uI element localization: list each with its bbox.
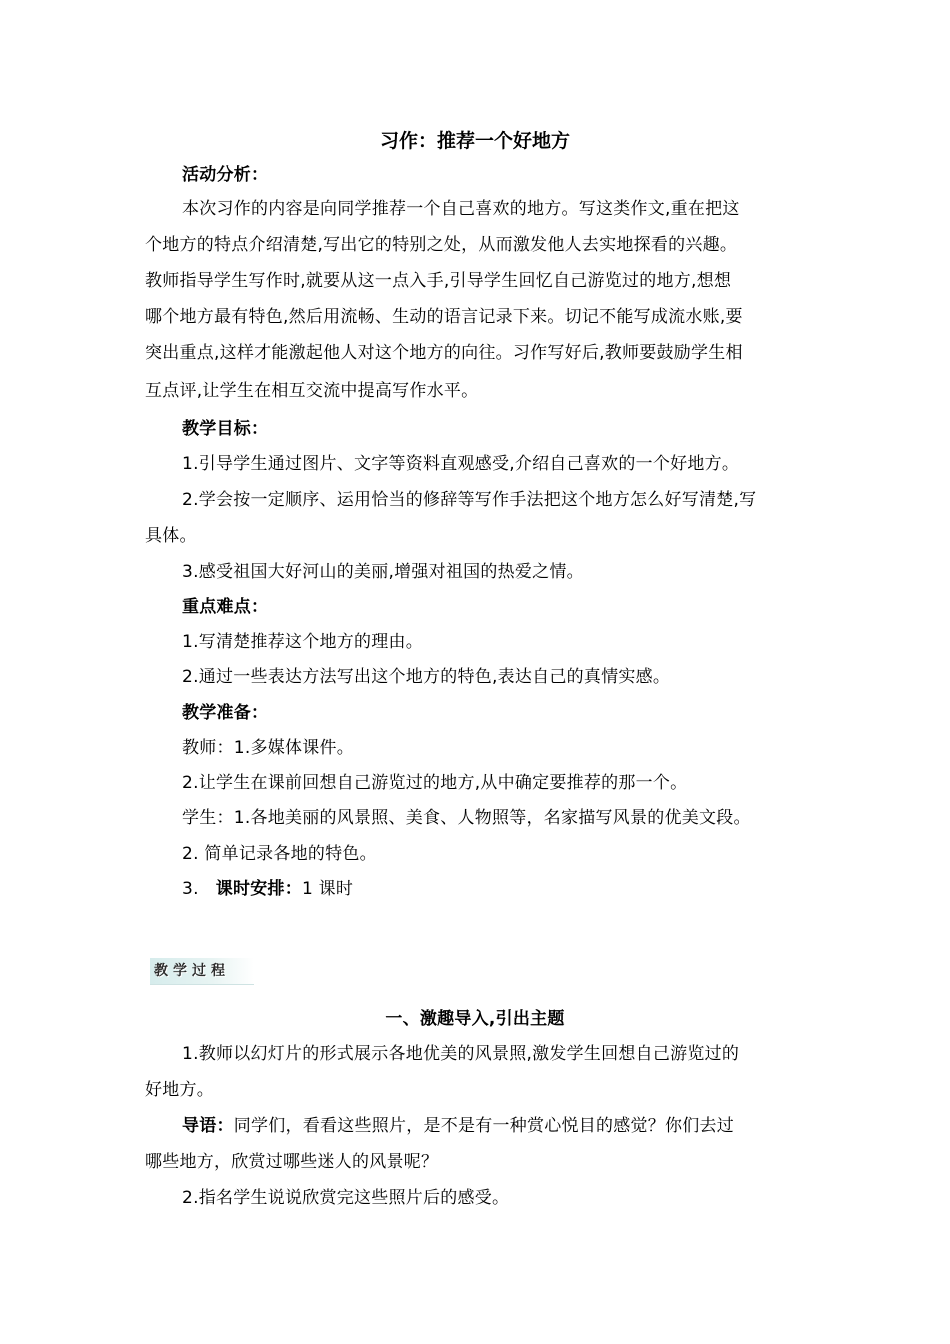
goals-heading: 教学目标：	[182, 419, 269, 439]
key-point-item: 2.通过一些表达方法写出这个地方的特色,表达自己的真情实感。	[182, 667, 671, 687]
schedule-value: 1 课时	[301, 879, 354, 899]
prep-teacher: 教师：1.多媒体课件。	[182, 738, 354, 758]
key-points-heading: 重点难点：	[182, 597, 269, 617]
activity-heading: 活动分析：	[182, 165, 269, 185]
prep-student: 学生：1.各地美丽的风景照、美食、人物照等，名家描写风景的优美文段。	[182, 808, 751, 828]
activity-line: 本次习作的内容是向同学推荐一个自己喜欢的地方。写这类作文,重在把这	[182, 199, 740, 219]
prep-schedule	[182, 878, 810, 900]
intro-text: 同学们，看看这些照片，是不是有一种赏心悦目的感觉？你们去过	[233, 1116, 734, 1136]
goal-item: 1.引导学生通过图片、文字等资料直观感受,介绍自己喜欢的一个好地方。	[182, 454, 740, 474]
activity-line: 个地方的特点介绍清楚,写出它的特别之处，从而激发他人去实地探看的兴趣。	[145, 235, 738, 255]
process-badge	[150, 958, 254, 985]
goal-item: 2.学会按一定顺序、运用恰当的修辞等写作手法把这个地方怎么好写清楚,写	[182, 490, 757, 510]
prep-heading: 教学准备：	[182, 703, 269, 723]
activity-line: 教师指导学生写作时,就要从这一点入手,引导学生回忆自己游览过的地方,想想	[145, 271, 732, 291]
schedule-number: 3.	[182, 879, 199, 899]
goal-item: 具体。	[145, 526, 197, 546]
page-title: 习作：推荐一个好地方	[379, 130, 570, 152]
activity-line: 哪个地方最有特色,然后用流畅、生动的语言记录下来。切记不能写成流水账,要	[145, 307, 743, 327]
activity-line: 突出重点,这样才能激起他人对这个地方的向往。习作写好后,教师要鼓励学生相	[145, 343, 743, 363]
activity-line: 互点评,让学生在相互交流中提高写作水平。	[145, 381, 479, 401]
intro-paragraph: 哪些地方，欣赏过哪些迷人的风景呢？	[145, 1152, 439, 1172]
prep-teacher-2: 2.让学生在课前回想自己游览过的地方,从中确定要推荐的那一个。	[182, 773, 688, 793]
section-heading: 一、激趣导入,引出主题	[385, 1009, 565, 1029]
intro-paragraph	[182, 1115, 810, 1137]
section-paragraph: 2.指名学生说说欣赏完这些照片后的感受。	[182, 1188, 510, 1208]
schedule-label: 课时安排：	[215, 879, 302, 899]
prep-student-2: 2. 简单记录各地的特色。	[182, 844, 377, 864]
goal-item: 3.感受祖国大好河山的美丽,增强对祖国的热爱之情。	[182, 562, 584, 582]
key-point-item: 1.写清楚推荐这个地方的理由。	[182, 632, 423, 652]
process-badge-label: 教学过程	[154, 963, 230, 979]
intro-label: 导语：	[182, 1116, 234, 1136]
section-paragraph: 好地方。	[145, 1080, 214, 1100]
section-paragraph: 1.教师以幻灯片的形式展示各地优美的风景照,激发学生回想自己游览过的	[182, 1044, 740, 1064]
